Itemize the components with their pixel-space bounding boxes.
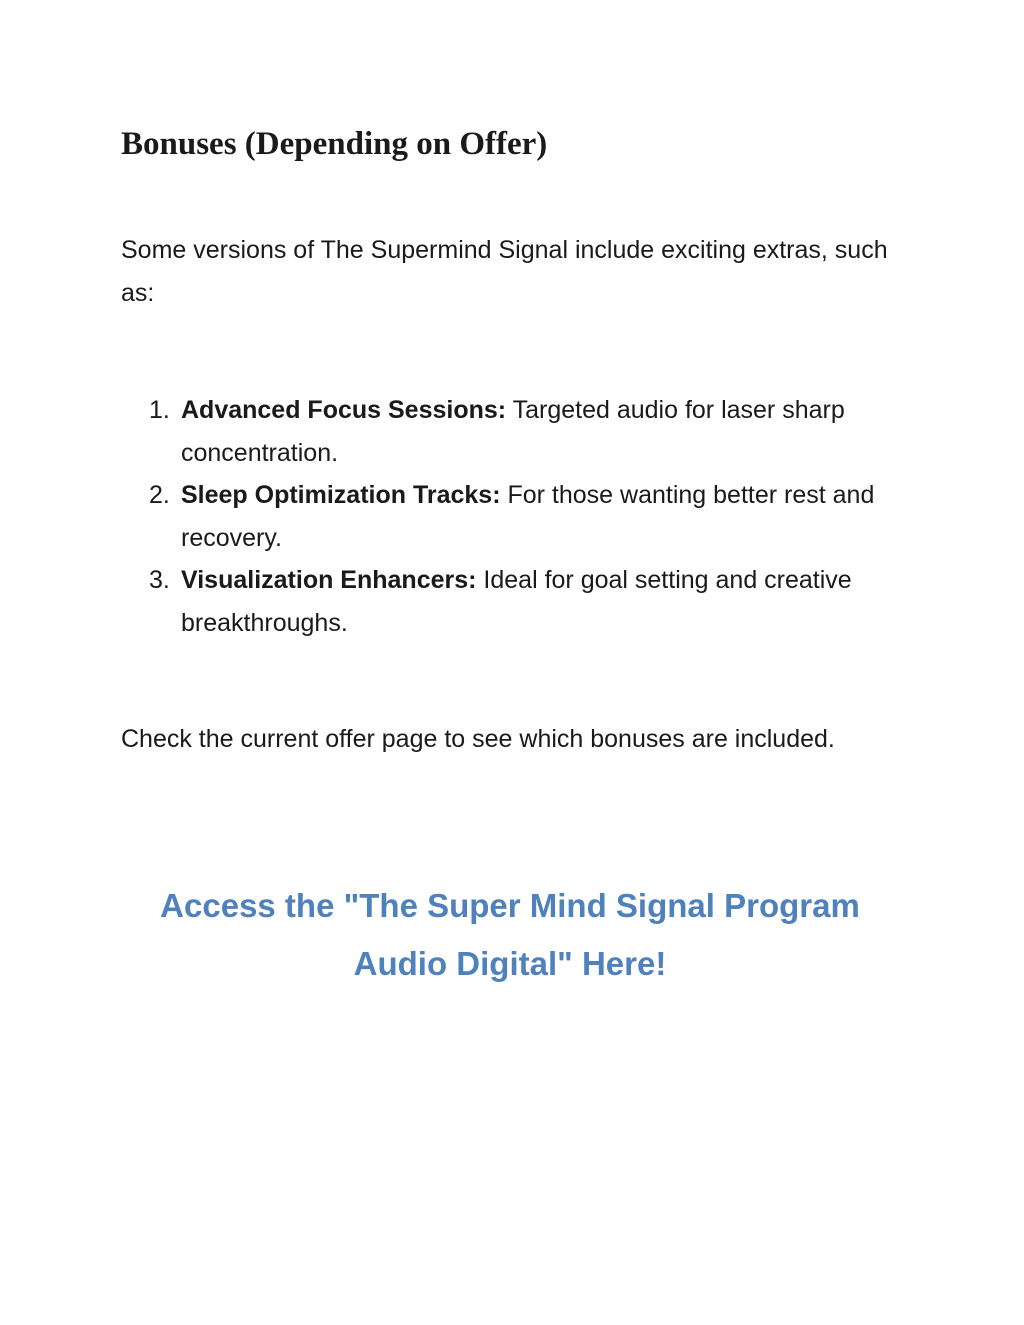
bonus-description: Targeted audio for laser sharp concentration.: [181, 396, 845, 467]
list-item-sleep-optimization: [121, 474, 911, 559]
list-item-number: 2.: [149, 481, 170, 509]
outro-paragraph: Check the current offer page to see which bonuses are included.: [121, 725, 835, 753]
bonus-list: [121, 389, 911, 644]
bonus-title: Advanced Focus Sessions:: [181, 396, 507, 424]
bonus-description: For those wanting better rest and recovery.: [181, 481, 875, 552]
bonus-title: Sleep Optimization Tracks:: [181, 481, 501, 509]
list-item-visualization-enhancers: [121, 559, 911, 644]
intro-paragraph: Some versions of The Supermind Signal include exciting extras, such as:: [121, 236, 888, 307]
access-program-link[interactable]: [100, 877, 920, 993]
list-item-advanced-focus: [121, 389, 911, 474]
bonus-title: Visualization Enhancers:: [181, 566, 477, 594]
cta-line-1[interactable]: Access the "The Super Mind Signal Program: [160, 887, 860, 924]
list-item-number: 3.: [149, 566, 170, 594]
cta-line-2[interactable]: Audio Digital" Here!: [353, 945, 667, 982]
page-title: Bonuses (Depending on Offer): [121, 126, 548, 162]
bonus-description: Ideal for goal setting and creative breakthroughs.: [181, 566, 852, 637]
list-item-number: 1.: [149, 396, 170, 424]
